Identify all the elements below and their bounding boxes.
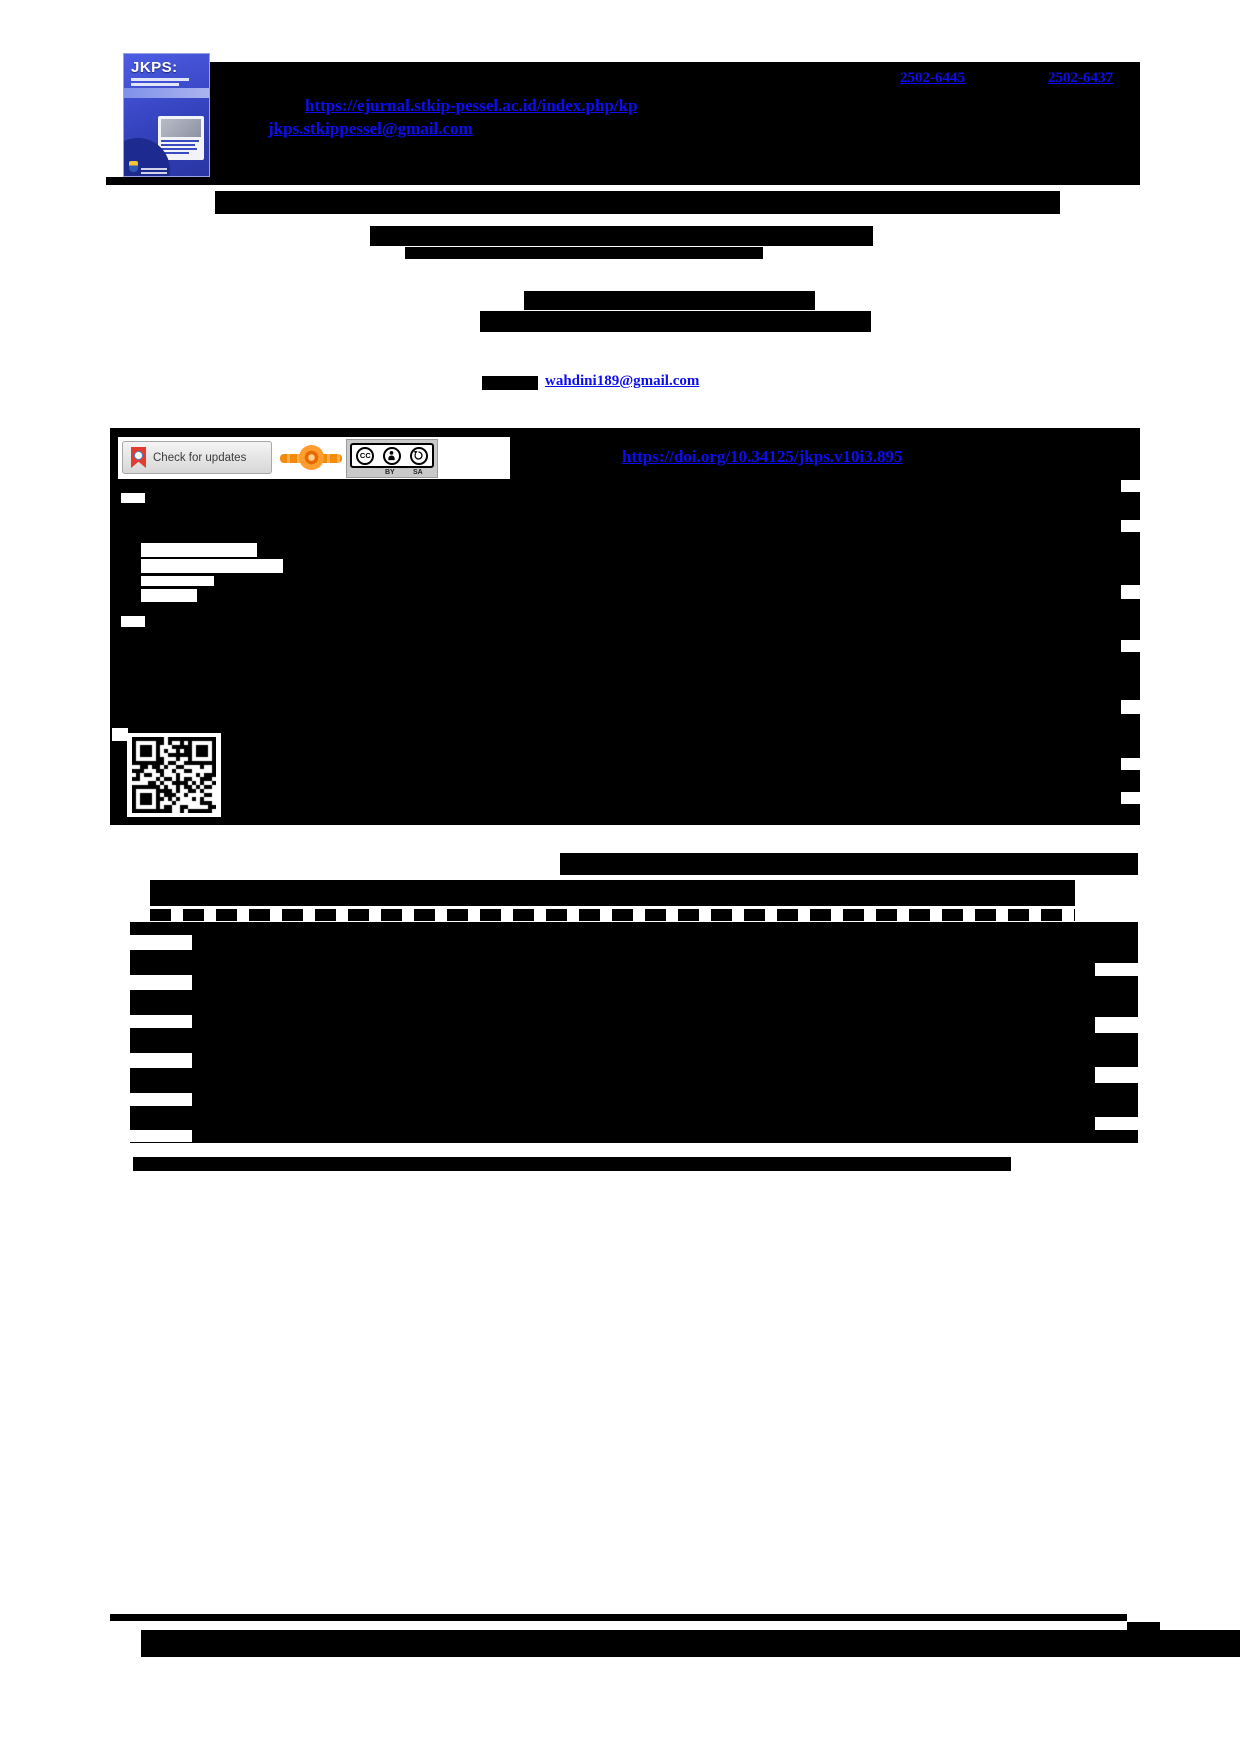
journal-cover — [123, 53, 210, 177]
redaction-gap — [1121, 520, 1140, 532]
redaction-gap — [141, 559, 283, 573]
redaction-gap — [130, 1053, 192, 1068]
redacted-affiliation-line — [480, 311, 871, 332]
cover-crest-logo — [129, 161, 138, 172]
redaction-gap — [1095, 1117, 1138, 1130]
cover-band — [124, 88, 209, 98]
redaction-gap — [1121, 700, 1140, 714]
issn-print-link[interactable]: 2502-6445 — [900, 70, 965, 86]
cc-by-icon — [383, 447, 401, 465]
redaction-gap — [130, 975, 192, 990]
redacted-abstract-words — [150, 909, 1075, 921]
redaction-gap — [130, 1093, 192, 1106]
redacted-abstract-heading — [560, 853, 1138, 875]
redacted-article-title-line — [215, 191, 1060, 214]
qr-code — [132, 737, 216, 813]
redaction-gap — [1095, 1067, 1138, 1083]
cover-photo — [161, 119, 201, 137]
crossmark-icon — [131, 447, 146, 468]
redacted-article-title-line — [405, 247, 763, 259]
cc-icon: CC — [356, 447, 374, 465]
redaction-gap — [121, 616, 145, 627]
redaction-gap — [130, 1015, 192, 1028]
redaction-gap — [141, 543, 257, 557]
check-for-updates-badge[interactable] — [122, 441, 272, 474]
redaction-gap — [1121, 585, 1140, 599]
redaction-gap — [1121, 792, 1140, 804]
redaction-gap — [1121, 758, 1140, 770]
journal-url-link[interactable]: https://ejurnal.stkip-pessel.ac.id/index.php/kp — [305, 96, 638, 115]
redaction-gap — [1121, 480, 1140, 492]
redaction-gap — [121, 493, 145, 503]
cc-by-label: BY — [385, 469, 395, 476]
doi-link[interactable]: https://doi.org/10.34125/jkps.v10i3.895 — [622, 447, 903, 466]
cc-sa-label: SA — [413, 469, 423, 476]
redacted-article-title-line — [370, 226, 873, 246]
redaction-gap — [130, 935, 192, 950]
issn-online-link[interactable]: 2502-6437 — [1048, 70, 1113, 86]
redaction-gap — [130, 1130, 192, 1142]
journal-email-link[interactable]: jkps.stkippessel@gmail.com — [268, 119, 473, 138]
redacted-abstract-block — [130, 922, 1138, 1143]
redacted-abstract-line — [150, 880, 1075, 906]
footer-rule — [110, 1614, 1127, 1621]
redaction-gap — [1121, 640, 1140, 652]
cover-subtitle-line — [131, 78, 189, 81]
cc-sa-icon — [410, 447, 428, 465]
redacted-metadata-box — [110, 428, 1140, 825]
redaction-gap — [141, 576, 214, 586]
author-email-link[interactable]: wahdini189@gmail.com — [545, 373, 700, 389]
redaction-gap — [112, 728, 128, 741]
cc-license-badge[interactable] — [346, 439, 438, 478]
redacted-keywords-line — [133, 1157, 1011, 1171]
journal-cover-title: JKPS: — [131, 59, 178, 76]
redacted-author-line — [524, 291, 815, 310]
cover-subtitle-line — [131, 83, 179, 86]
redaction-gap — [1095, 1017, 1138, 1033]
redacted-header-rule — [106, 177, 1140, 185]
check-for-updates-label: Check for updates — [153, 451, 247, 464]
redacted-email-label — [482, 376, 538, 390]
open-access-star-icon — [299, 445, 324, 470]
redaction-gap — [141, 589, 197, 602]
redacted-footer-citation — [141, 1630, 1240, 1657]
open-access-logo — [280, 443, 342, 473]
redaction-gap — [1095, 963, 1138, 976]
